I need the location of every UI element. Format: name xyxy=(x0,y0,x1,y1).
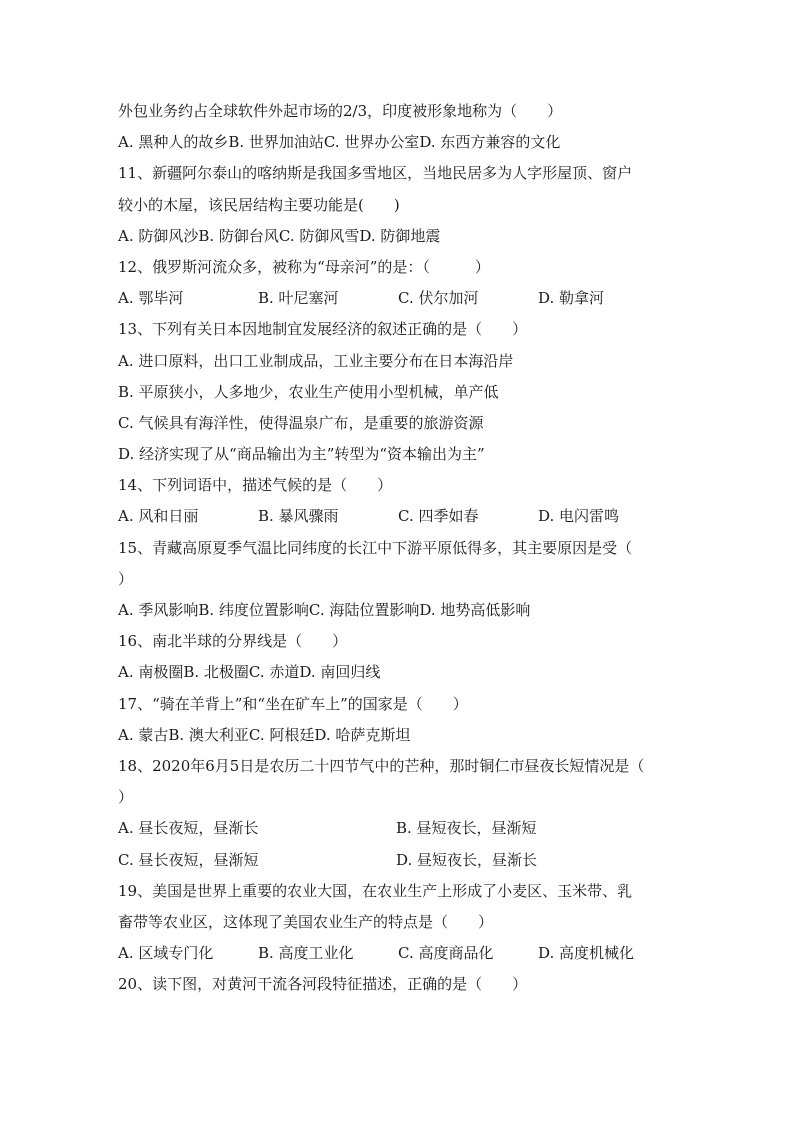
q11-stem-line1: 11、新疆阿尔泰山的喀纳斯是我国多雪地区，当地民居多为人字形屋顶、窗户 xyxy=(118,164,633,183)
q13-option-c: C. 气候具有海洋性，使得温泉广布，是重要的旅游资源 xyxy=(118,413,484,432)
q18-option-c: C. 昼长夜短，昼渐短 xyxy=(118,850,259,869)
q13-option-d: D. 经济实现了从“商品输出为主”转型为“资本输出为主” xyxy=(118,445,485,464)
q18-option-b: B. 昼短夜长，昼渐短 xyxy=(396,819,537,838)
q11-options: A. 防御风沙B. 防御台风C. 防御风雪D. 防御地震 xyxy=(118,226,441,245)
q12-option-d: D. 勒拿河 xyxy=(538,289,605,308)
q14-stem: 14、下列词语中，描述气候的是（ ） xyxy=(118,476,393,495)
q19-stem-line2: 畜带等农业区，这体现了美国农业生产的特点是（ ） xyxy=(118,912,494,931)
q12-options xyxy=(118,283,678,314)
q18-options-row2 xyxy=(118,845,678,876)
q10-options: A. 黑种人的故乡B. 世界加油站C. 世界办公室D. 东西方兼容的文化 xyxy=(118,133,561,152)
q20-stem: 20、读下图，对黄河干流各河段特征描述，正确的是（ ） xyxy=(118,975,528,994)
q11-stem-line2: 较小的木屋，该民居结构主要功能是( ) xyxy=(118,195,400,214)
q19-option-d: D. 高度机械化 xyxy=(538,944,635,963)
q17-options: A. 蒙古B. 澳大利亚C. 阿根廷D. 哈萨克斯坦 xyxy=(118,725,411,744)
q15-stem-line1: 15、青藏高原夏季气温比同纬度的长江中下游平原低得多，其主要原因是受（ xyxy=(118,538,633,557)
q14-options xyxy=(118,501,678,532)
q18-option-a: A. 昼长夜短，昼渐长 xyxy=(118,819,259,838)
q10-stem-continuation: 外包业务约占全球软件外起市场的2/3，印度被形象地称为（ ） xyxy=(118,102,563,120)
q13-option-b: B. 平原狭小，人多地少，农业生产使用小型机械，单产低 xyxy=(118,382,499,401)
q19-option-b: B. 高度工业化 xyxy=(258,944,354,963)
q13-option-a: A. 进口原料，出口工业制成品，工业主要分布在日本海沿岸 xyxy=(118,351,514,370)
q16-options: A. 南极圈B. 北极圈C. 赤道D. 南回归线 xyxy=(118,663,381,682)
q12-option-c: C. 伏尔加河 xyxy=(398,289,479,308)
q18-option-d: D. 昼短夜长，昼渐长 xyxy=(396,850,538,869)
q14-option-c: C. 四季如春 xyxy=(398,507,479,526)
q13-stem: 13、下列有关日本因地制宜发展经济的叙述正确的是（ ） xyxy=(118,320,528,339)
q17-stem: 17、“骑在羊背上”和“坐在矿车上”的国家是（ ） xyxy=(118,694,468,713)
q14-option-d: D. 电闪雷鸣 xyxy=(538,507,620,526)
q18-stem-line1: 18、2020年6月5日是农历二十四节气中的芒种，那时铜仁市昼夜长短情况是（ xyxy=(118,756,645,775)
q18-options-row1 xyxy=(118,813,678,844)
q19-option-c: C. 高度商品化 xyxy=(398,944,494,963)
q18-stem-line2: ） xyxy=(118,788,134,807)
q12-stem: 12、俄罗斯河流众多，被称为“母亲河”的是：（ ） xyxy=(118,257,490,276)
q19-stem-line1: 19、美国是世界上重要的农业大国，在农业生产上形成了小麦区、玉米带、乳 xyxy=(118,881,633,900)
q15-stem-line2: ） xyxy=(118,569,134,588)
q19-option-a: A. 区域专门化 xyxy=(118,944,214,963)
q16-stem: 16、南北半球的分界线是（ ） xyxy=(118,632,348,651)
question-list xyxy=(118,96,678,1000)
q19-options xyxy=(118,938,678,969)
q15-options: A. 季风影响B. 纬度位置影响C. 海陆位置影响D. 地势高低影响 xyxy=(118,601,531,619)
q14-option-b: B. 暴风骤雨 xyxy=(258,507,339,526)
q12-option-b: B. 叶尼塞河 xyxy=(258,289,339,308)
q12-option-a: A. 鄂毕河 xyxy=(118,289,184,308)
q14-option-a: A. 风和日丽 xyxy=(118,507,199,526)
